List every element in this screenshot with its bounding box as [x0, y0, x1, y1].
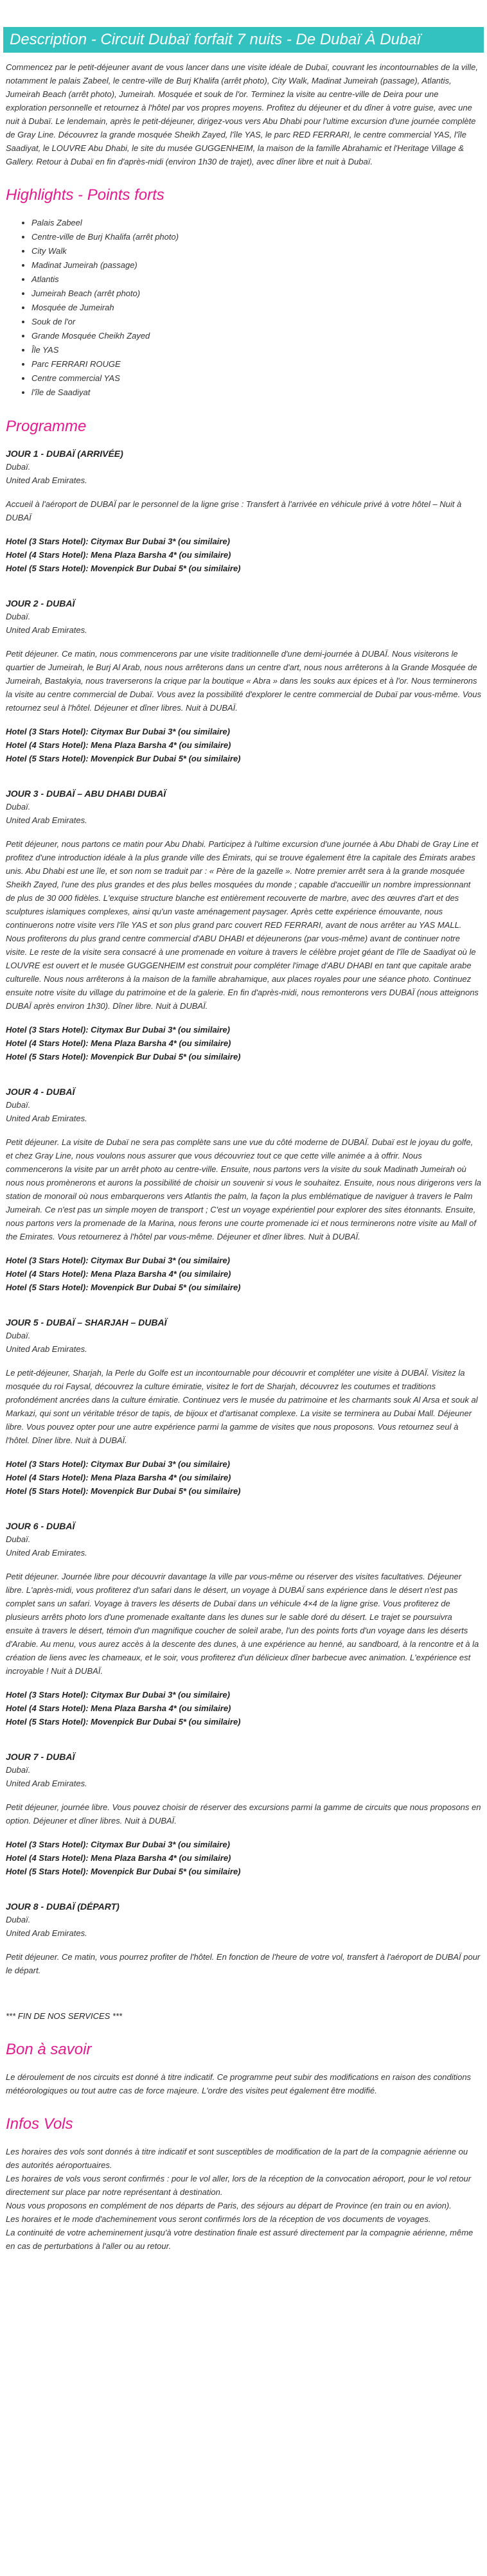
day-title: JOUR 7 - DUBAÏ — [6, 1752, 75, 1762]
day-title: JOUR 8 - DUBAÏ (DÉPART) — [6, 1901, 120, 1912]
day-title: JOUR 2 - DUBAÏ — [6, 598, 75, 608]
highlights-list — [3, 216, 484, 400]
hotel-line: Hotel (3 Stars Hotel): Citymax Bur Dubai 3* (ou similaire) — [6, 1025, 230, 1035]
highlight-item: • Grande Mosquée Cheikh Zayed — [31, 329, 484, 343]
highlight-item: • Palais Zabeel — [31, 216, 484, 230]
hotel-line: Hotel (5 Stars Hotel): Movenpick Bur Dubai 5* (ou similaire) — [6, 1717, 241, 1727]
day-city: Dubaï. — [6, 1331, 31, 1340]
day-hotels — [6, 1688, 481, 1728]
hotel-line: Hotel (5 Stars Hotel): Movenpick Bur Dubai 5* (ou similaire) — [6, 564, 241, 573]
day-title: JOUR 3 - DUBAÏ – ABU DHABI DUBAÏ — [6, 788, 166, 799]
day-hotels — [6, 1023, 481, 1063]
day-hotels — [6, 535, 481, 575]
infos-vols-line: Nous vous proposons en complément de nos départs de Paris, des séjours au départ de Province (en train ou en avion). — [6, 2201, 452, 2210]
programme-day — [6, 1900, 481, 2009]
hotel-line: Hotel (4 Stars Hotel): Mena Plaza Barsha 4* (ou similaire) — [6, 1853, 231, 1863]
highlight-item: • Madinat Jumeirah (passage) — [31, 258, 484, 272]
day-city: Dubaï. — [6, 1100, 31, 1110]
highlight-item: • Centre commercial YAS — [31, 371, 484, 386]
day-country: United Arab Emirates. — [6, 1779, 87, 1788]
programme-day — [6, 1750, 481, 1900]
day-country: United Arab Emirates. — [6, 1548, 87, 1558]
day-country: United Arab Emirates. — [6, 1114, 87, 1123]
day-country: United Arab Emirates. — [6, 1928, 87, 1938]
day-title: JOUR 4 - DUBAÏ — [6, 1087, 75, 1097]
day-hotels — [6, 1838, 481, 1878]
hotel-line: Hotel (3 Stars Hotel): Citymax Bur Dubai 3* (ou similaire) — [6, 1459, 230, 1469]
highlights-title: Highlights - Points forts — [6, 186, 164, 204]
hotel-line: Hotel (5 Stars Hotel): Movenpick Bur Dubai 5* (ou similaire) — [6, 1867, 241, 1876]
description-header — [3, 27, 484, 53]
day-country: United Arab Emirates. — [6, 475, 87, 485]
day-title: JOUR 6 - DUBAÏ — [6, 1521, 75, 1531]
programme-day — [6, 787, 481, 1085]
day-description: Petit déjeuner, journée libre. Vous pouvez choisir de réserver des excursions parmi la gamme de circuits que nous proposons en option. Déjeuner et dîner libres. Nuit à DUBAÏ. — [6, 1802, 481, 1825]
hotel-line: Hotel (5 Stars Hotel): Movenpick Bur Dubai 5* (ou similaire) — [6, 1486, 241, 1496]
highlight-item: • Île YAS — [31, 343, 484, 357]
day-city: Dubaï. — [6, 1915, 31, 1924]
day-title: JOUR 1 - DUBAÏ (ARRIVÉE) — [6, 449, 123, 459]
day-description: Petit déjeuner, nous partons ce matin pour Abu Dhabi. Participez à l'ultime excursion d'une journée à Abu Dhabi de Gray Line et profitez d'une introduction idéale à la plus grande ville des Émirats, qui se trouve également être la capitale des Émirats arabes unis. Abu Dhabi est une île, et son nom se traduit par : « Père de la gazelle ». Notre premier arrêt sera à la grande mosquée Sheikh Zayed, l'une des plus grandes et des plus belles mosquées du monde ; capable d'accueillir un nombre impressionnant de plus de 30 000 fidèles. L'exquise structure blanche est entièrement recouverte de marbre, avec des œuvres d'art et des sculptures islamiques complexes, ainsi qu'un vaste aménagement paysager. Après cette expérience émouvante, nous continuerons notre visite vers l'île YAS et son plus grand parc couvert RED FERRARI, avant de nous arrêter au YAS MALL. Nous profiterons du plus grand centre commercial d'ABU DHABI et déjeunerons (par vous-même) avant de continuer notre visite. Le reste de la visite sera consacré à une promenade en voiture à travers le célèbre projet géant de l'île de Saadiyat où le LOUVRE est ouvert et le musée GUGGENHEIM est construit pour compléter l'image d'ABU DHABI en tant que capitale arabe culturelle. Nous nous arrêterons à la maison de la famille abrahamique, aux places royales pour une séance photo. Continuez ensuite notre visite du village du patrimoine et de la galerie. En fin d'après-midi, nous remonterons vers DUBAÏ (nous atteignons DUBAÏ après environ 1h30). Dîner libre. Nuit à DUBAÏ. — [6, 839, 479, 1011]
day-country: United Arab Emirates. — [6, 625, 87, 635]
hotel-line: Hotel (3 Stars Hotel): Citymax Bur Dubai 3* (ou similaire) — [6, 727, 230, 736]
programme-day — [6, 1520, 481, 1750]
programme-day — [6, 1085, 481, 1316]
highlight-item: • City Walk — [31, 244, 484, 258]
hotel-line: Hotel (3 Stars Hotel): Citymax Bur Dubai 3* (ou similaire) — [6, 1840, 230, 1849]
day-description: Petit déjeuner. Journée libre pour découvrir davantage la ville par vous-même ou réserver des visites facultatives. Déjeuner libre. L'après-midi, vous profiterez d'un safari dans le désert, un voyage à DUBAÏ sans expérience dans le désert n'est pas complet sans un safari. Voyage à travers les déserts de Dubaï dans un véhicule 4×4 de la ligne grise. Vous profiterez de plusieurs arrêts photo lors d'une promenade exaltante dans les dunes sur le sable doré du désert. Le trajet se poursuivra ensuite à travers le désert, témoin d'un magnifique coucher de soleil arabe, l'un des points forts d'un voyage dans les déserts d'Arabie. Au menu, vous aurez accès à la descente des dunes, à une expérience au henné, au sandboard, à la rencontre et à la création de liens avec les chameaux, et le soir, vous profiterez d'un délicieux dîner barbecue avec animation. L'expérience est incroyable ! Nuit à DUBAÏ. — [6, 1572, 479, 1676]
hotel-line: Hotel (5 Stars Hotel): Movenpick Bur Dubai 5* (ou similaire) — [6, 754, 241, 763]
day-country: United Arab Emirates. — [6, 815, 87, 825]
infos-vols-text — [6, 2145, 481, 2253]
highlight-item: • Parc FERRARI ROUGE — [31, 357, 484, 371]
day-description: Le petit-déjeuner, Sharjah, la Perle du Golfe est un incontournable pour découvrir et compléter une visite à DUBAÏ. Visitez la mosquée du roi Faysal, découvrez la culture émiratie, visitez le fort de Sharjah, découvrez les coutumes et traditions profondément ancrées dans la culture émiratie. Continuez vers le musée du patrimoine et les charmants souk Al Arsa et souk al Markazi, qui sont un véritable trésor de tapis, de bijoux et d'artisanat complexe. La visite se terminera au Dubai Mall. Déjeuner libre. Vous pouvez opter pour une autre expérience parmi la gamme de visites que nous proposons. Vous retournez seul à l'hôtel. Dîner libre. Nuit à DUBAÏ. — [6, 1368, 478, 1445]
hotel-line: Hotel (4 Stars Hotel): Mena Plaza Barsha 4* (ou similaire) — [6, 1703, 231, 1713]
programme-day — [6, 597, 481, 787]
hotel-line: Hotel (5 Stars Hotel): Movenpick Bur Dubai 5* (ou similaire) — [6, 1052, 241, 1061]
day-hotels — [6, 1457, 481, 1498]
highlight-item: • Souk de l'or — [31, 315, 484, 329]
hotel-line: Hotel (3 Stars Hotel): Citymax Bur Dubai 3* (ou similaire) — [6, 1256, 230, 1265]
highlight-item: • Mosquée de Jumeirah — [31, 301, 484, 315]
intro-paragraph: Commencez par le petit-déjeuner avant de vous lancer dans une visite idéale de Dubaï, couvrant les incontournables de la ville, notamment le palais Zabeel, le centre-ville de Burj Khalifa (arrêt photo), City Walk, Madinat Jumeirah (passage), Atlantis, Jumeirah Beach (arrêt photo), Jumeirah. Mosquée et souk de l'or. Terminez la visite au centre-ville de Deira pour une exploration personnelle et retournez à l'hôtel par vos propres moyens. Profitez du déjeuner et du dîner à votre guise, avec une nuit à Dubaï. Le lendemain, après le petit-déjeuner, dirigez-vous vers Abu Dhabi pour l'ultime excursion d'une journée complète de Gray Line. Découvrez la grande mosquée Sheikh Zayed, l'île YAS, le parc RED FERRARI, le centre commercial YAS, l'île Saadiyat, le LOUVRE Abu Dhabi, le site du musée GUGGENHEIM, la maison de la famille Abrahamic et l'Heritage Village & Gallery. Retour à Dubaï en fin d'après-midi (environ 1h30 de trajet), avec dîner libre et nuit à Dubaï. — [6, 62, 478, 166]
infos-vols-line: Les horaires et le mode d'acheminement vous seront confirmés lors de la réception de vos documents de voyages. — [6, 2214, 431, 2224]
hotel-line: Hotel (5 Stars Hotel): Movenpick Bur Dubai 5* (ou similaire) — [6, 1283, 241, 1292]
day-city: Dubaï. — [6, 1534, 31, 1544]
hotel-line: Hotel (4 Stars Hotel): Mena Plaza Barsha 4* (ou similaire) — [6, 1473, 231, 1482]
day-city: Dubaï. — [6, 1765, 31, 1775]
hotel-line: Hotel (4 Stars Hotel): Mena Plaza Barsha 4* (ou similaire) — [6, 1038, 231, 1048]
hotel-line: Hotel (4 Stars Hotel): Mena Plaza Barsha 4* (ou similaire) — [6, 740, 231, 750]
day-description: Accueil à l'aéroport de DUBAÏ par le personnel de la ligne grise : Transfert à l'arrivée en véhicule privé à votre hôtel – Nuit à DUBAÏ — [6, 499, 462, 522]
end-of-services: *** FIN DE NOS SERVICES *** — [6, 2011, 123, 2021]
programme-title: Programme — [6, 418, 87, 435]
highlight-item: • Centre-ville de Burj Khalifa (arrêt photo) — [31, 230, 484, 244]
infos-vols-line: Les horaires de vols vous seront confirmés : pour le vol aller, lors de la réception de la convocation aéroport, pour le vol retour directement sur place par notre représentant à destination. — [6, 2174, 472, 2197]
bon-a-savoir-text: Le déroulement de nos circuits est donné à titre indicatif. Ce programme peut subir des modifications en raison des conditions météorologiques ou tout autre cas de force majeure. L'ordre des visites peut également être modifié. — [6, 2072, 472, 2095]
hotel-line: Hotel (3 Stars Hotel): Citymax Bur Dubai 3* (ou similaire) — [6, 537, 230, 546]
day-title: JOUR 5 - DUBAÏ – SHARJAH – DUBAÏ — [6, 1317, 167, 1328]
day-hotels — [6, 725, 481, 765]
programme-days — [3, 447, 484, 2009]
day-country: United Arab Emirates. — [6, 1344, 87, 1354]
hotel-line: Hotel (4 Stars Hotel): Mena Plaza Barsha 4* (ou similaire) — [6, 550, 231, 560]
day-description: Petit déjeuner. Ce matin, vous pourrez profiter de l'hôtel. En fonction de l'heure de votre vol, transfert à l'aéroport de DUBAÏ pour le départ. — [6, 1952, 481, 1975]
day-city: Dubaï. — [6, 462, 31, 472]
day-city: Dubaï. — [6, 802, 31, 812]
day-description: Petit déjeuner. Ce matin, nous commencerons par une visite traditionnelle d'une demi-journée à DUBAÏ. Nous visiterons le quartier de Jumeirah, le Burj Al Arab, nous nous arrêterons dans un centre d'art, nous nous arrêterons à la Grande Mosquée de Jumeirah, Bastakyia, nous traverserons la crique par la boutique « Abra » dans les souks aux épices et à l'or. Nous terminerons la visite au centre commercial de Dubaï. Vous avez la possibilité d'explorer le centre commercial de Dubaï par vous-même. Vous retournez seul à l'hôtel. Déjeuner et dîner libres. Nuit à DUBAÏ. — [6, 649, 481, 713]
infos-vols-line: La continuité de votre acheminement jusqu'à votre destination finale est assuré directement par la compagnie aérienne, même en cas de perturbations à l'aller ou au retour. — [6, 2228, 474, 2251]
day-city: Dubaï. — [6, 612, 31, 621]
programme-day — [6, 1316, 481, 1520]
page — [3, 27, 484, 2253]
programme-day — [6, 447, 481, 597]
infos-vols-line: Les horaires des vols sont donnés à titre indicatif et sont susceptibles de modification de la part de la compagnie aérienne ou des autorités aéroportuaires. — [6, 2147, 468, 2170]
highlight-item: • l'île de Saadiyat — [31, 386, 484, 400]
hotel-line: Hotel (3 Stars Hotel): Citymax Bur Dubai 3* (ou similaire) — [6, 1690, 230, 1700]
hotel-line: Hotel (4 Stars Hotel): Mena Plaza Barsha 4* (ou similaire) — [6, 1269, 231, 1279]
infos-vols-title: Infos Vols — [6, 2115, 73, 2133]
highlight-item: • Atlantis — [31, 272, 484, 287]
day-hotels — [6, 1254, 481, 1294]
highlight-item: • Jumeirah Beach (arrêt photo) — [31, 287, 484, 301]
page-title: Description - Circuit Dubaï forfait 7 nuits - De Dubaï À Dubaï — [10, 31, 421, 48]
bon-a-savoir-title: Bon à savoir — [6, 2041, 92, 2058]
day-description: Petit déjeuner. La visite de Dubaï ne sera pas complète sans une vue du côté moderne de DUBAÏ. Dubaï est le joyau du golfe, et chez Gray Line, nous voulons nous assurer que vous découvriez tout ce que cette ville animée a à offrir. Nous commencerons la visite par un arrêt photo au centre-ville. Ensuite, nous partons vers la visite du souk Madinath Jumeirah où nous nous promènerons et aurons la possibilité de choisir un souvenir si vous le souhaitez. Ensuite, nous nous dirigerons vers la station de monorail où nous embarquerons vers Atlantis the palm, la façon la plus emblématique de naviguer à travers le Palm Jumeirah. Ce n'est pas un simple moyen de transport ; C'est un voyage expérientiel pour explorer des sites étonnants. Ensuite, nous partons vers la promenade de la Marina, nous ferons une courte promenade ici et nous terminerons notre visite au Mall of the Emirates. Vous retournerez à l'hôtel par vous-même. Déjeuner et dîner libres. Nuit à DUBAÏ. — [6, 1137, 481, 1241]
